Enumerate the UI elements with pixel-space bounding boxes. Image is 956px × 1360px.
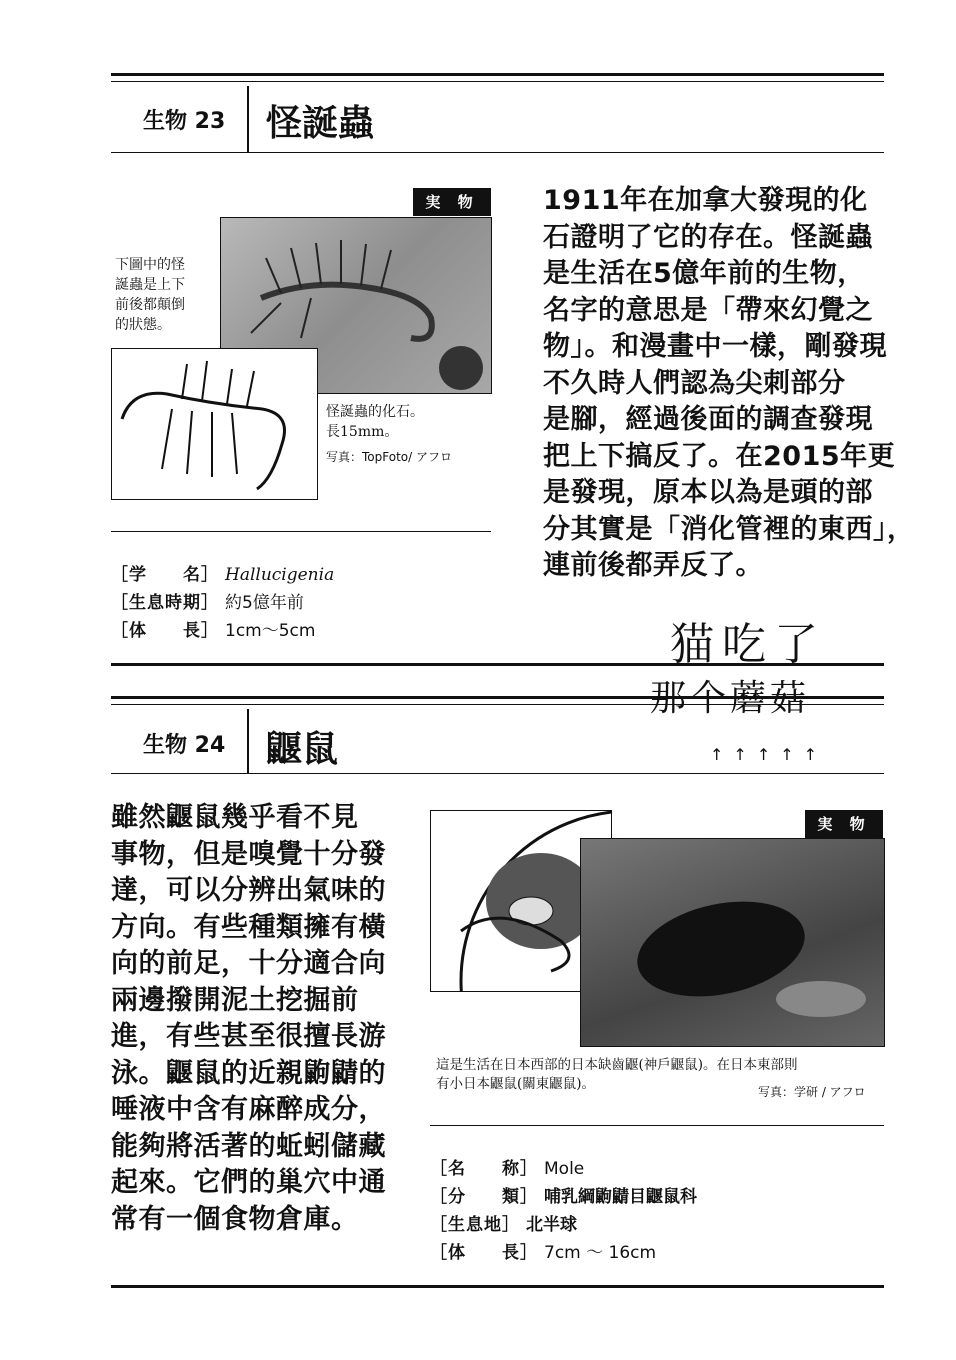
- header-separator: [247, 709, 249, 773]
- mole-photo-credit: 写真：学研 / アフロ: [758, 1085, 866, 1099]
- fossil-photo-credit: 写真：TopFoto/ アフロ: [326, 450, 452, 464]
- side-caption-line: 下圖中的怪: [115, 257, 185, 273]
- description-line: 方向。有些種類擁有橫: [111, 911, 386, 943]
- info-value: 約5億年前: [225, 593, 304, 613]
- description-line: 向的前足，十分適合向: [111, 948, 386, 979]
- description-line: 連前後都弄反了。: [543, 550, 763, 581]
- info-key: ［生息地］: [430, 1215, 520, 1235]
- info-key: ［学 名］: [111, 565, 219, 585]
- hallucigenia-drawing-box: [111, 348, 318, 500]
- info-value: Mole: [544, 1159, 585, 1179]
- description-line: 事物，但是嗅覺十分發: [111, 838, 386, 870]
- mole-caption-line: 有小日本鼴鼠(關東鼴鼠)。: [436, 1076, 596, 1092]
- description-line: 兩邊撥開泥土挖掘前: [111, 984, 359, 1016]
- hallucigenia-drawing: [112, 349, 317, 499]
- side-caption-line: 的狀態。: [115, 317, 171, 333]
- description-line: 雖然鼴鼠幾乎看不見: [111, 802, 359, 833]
- info-classification: [430, 1182, 697, 1207]
- description-line: 常有一個食物倉庫。: [111, 1203, 359, 1235]
- header-bottom-rule: [111, 152, 884, 153]
- mole-photo: [580, 838, 885, 1047]
- description-line: 能夠將活著的蚯蚓儲藏: [111, 1130, 386, 1162]
- description-line: 物」。和漫畫中一樣，剛發現: [543, 331, 887, 362]
- description-line: 石證明了它的存在。怪誕蟲: [543, 221, 873, 253]
- description-line: 分其實是「消化管裡的東西」，: [543, 513, 915, 545]
- creature-23-description: [543, 183, 943, 585]
- header-bottom-rule: [111, 773, 884, 774]
- creature-24-number: 生物 24: [143, 733, 226, 758]
- info-key: ［分 類］: [430, 1187, 538, 1207]
- photo-tag-real: 実 物: [413, 188, 491, 216]
- mole-photo-illustration: [581, 839, 884, 1046]
- watermark-line-1: 猫吃了: [670, 619, 826, 670]
- description-line: 不久時人們認為尖刺部分: [543, 367, 846, 399]
- creature-24-description: [111, 800, 421, 1238]
- info-name: [430, 1154, 584, 1179]
- creature-23-number: 生物 23: [143, 109, 226, 134]
- description-line: 是腳，經過後面的調查發現: [543, 404, 873, 435]
- description-line: 泳。鼴鼠的近親鼩鼱的: [111, 1057, 386, 1089]
- description-line: 達，可以分辨出氣味的: [111, 875, 386, 906]
- info-habitat: [430, 1210, 577, 1235]
- top-rule-thin: [111, 81, 884, 82]
- description-line: 名字的意思是「帶來幻覺之: [543, 294, 873, 326]
- fossil-caption: [326, 402, 424, 442]
- description-line: 唾液中含有麻醉成分，: [111, 1094, 386, 1125]
- top-rule: [111, 73, 884, 76]
- info-key: ［体 長］: [111, 621, 219, 641]
- description-line: 是發現，原本以為是頭的部: [543, 477, 873, 508]
- description-line: 把上下搞反了。在2015年更: [543, 440, 896, 472]
- description-line: 是生活在5億年前的生物，: [543, 258, 865, 289]
- description-line: 進，有些甚至很擅長游: [111, 1021, 386, 1052]
- side-caption: [115, 255, 215, 335]
- info-length: [111, 616, 315, 641]
- info-length: [430, 1238, 656, 1263]
- creature-24-title: 鼴鼠: [266, 729, 339, 770]
- header-separator: [247, 86, 249, 152]
- info-scientific-name: [111, 560, 334, 585]
- info-top-rule: [430, 1125, 884, 1126]
- fossil-caption-line: 怪誕蟲的化石。: [326, 404, 424, 420]
- info-value: Hallucigenia: [225, 565, 335, 585]
- description-line: 1911年在加拿大發現的化: [543, 185, 868, 216]
- description-line: 起來。它們的巢穴中通: [111, 1167, 386, 1198]
- mole-caption-line: 這是生活在日本西部的日本缺齒鼴(神戶鼴鼠)。在日本東部則: [436, 1057, 798, 1073]
- info-era: [111, 588, 304, 613]
- info-key: ［生息時期］: [111, 593, 219, 613]
- side-caption-line: 誕蟲是上下: [115, 277, 185, 293]
- side-caption-line: 前後都顛倒: [115, 297, 185, 313]
- creature-23-title: 怪誕蟲: [266, 103, 375, 144]
- info-value: 哺乳綱鼩鼱目鼴鼠科: [544, 1187, 697, 1207]
- mole-caption: [436, 1056, 798, 1094]
- info-key: ［名 称］: [430, 1159, 538, 1179]
- bottom-rule: [111, 1285, 884, 1288]
- info-value: 北半球: [526, 1215, 577, 1235]
- info-value: 1cm～5cm: [225, 621, 316, 641]
- info-top-rule: [111, 531, 491, 532]
- photo-tag-real: 実 物: [805, 810, 883, 838]
- info-key: ［体 長］: [430, 1243, 538, 1263]
- watermark-arrows-icon: ↑↑↑↑↑: [710, 745, 828, 764]
- watermark-line-2: 那个蘑菇: [650, 678, 811, 719]
- info-value: 7cm ～ 16cm: [544, 1243, 657, 1263]
- fossil-caption-line: 長15mm。: [326, 424, 399, 440]
